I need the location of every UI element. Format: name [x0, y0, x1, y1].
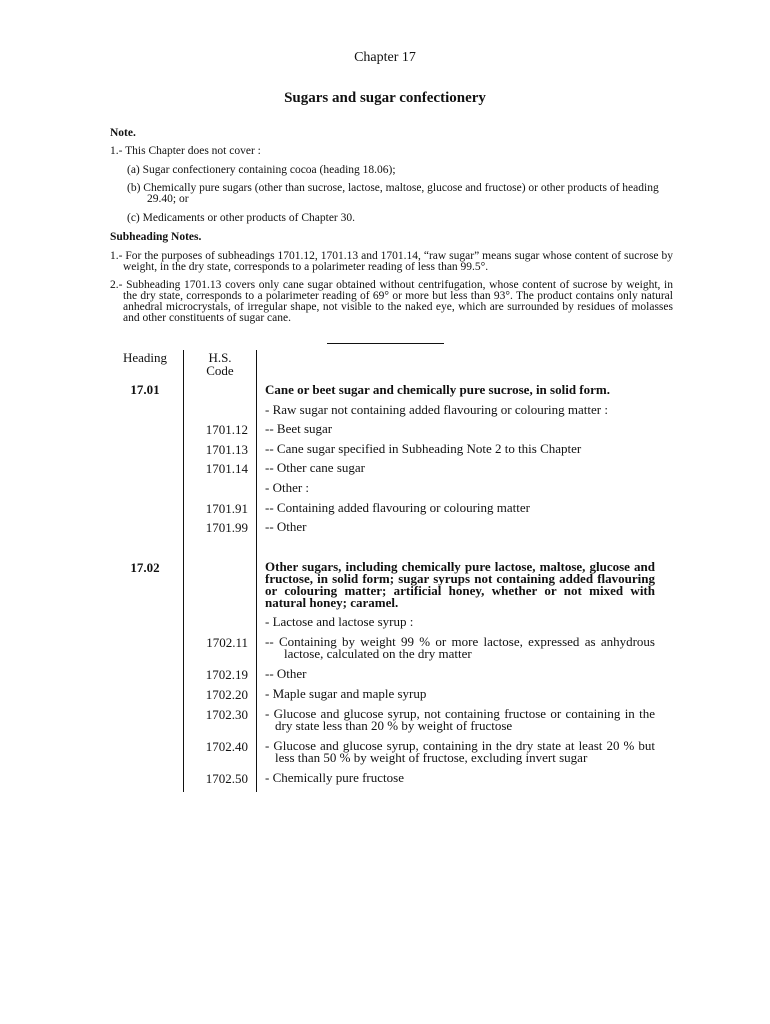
row-description: -- Containing added flavouring or colouring matter [265, 500, 530, 515]
note-1: 1.- This Chapter does not cover : [110, 145, 261, 157]
column-header-heading: Heading [122, 350, 168, 365]
row-description: - Other : [265, 480, 310, 495]
hs-code: 1702.50 [205, 771, 248, 786]
column-header-hs-line2: Code [206, 363, 234, 378]
row-description: -- Other [265, 666, 307, 681]
row-description: - Raw sugar not containing added flavouring or colouring matter : [265, 402, 608, 417]
row-description: -- Cane sugar specified in Subheading Note 2 to this Chapter [265, 441, 582, 456]
column-divider-right [256, 350, 257, 792]
note-item-a: (a) Sugar confectionery containing cocoa (heading 18.06); [127, 164, 396, 176]
subheading-notes-heading: Subheading Notes. [110, 231, 202, 243]
note-item-b: (b) Chemically pure sugars (other than sucrose, lactose, maltose, glucose and fructose) or other products of heading 29.40; or [127, 182, 659, 205]
chapter-label: Chapter 17 [354, 50, 416, 65]
column-header-hs-line1: H.S. [208, 350, 232, 365]
hs-code: 1702.30 [205, 707, 248, 722]
note-item-c: (c) Medicaments or other products of Chapter 30. [127, 212, 356, 224]
heading-description: Cane or beet sugar and chemically pure sucrose, in solid form. [265, 382, 610, 397]
heading-number: 17.02 [130, 560, 160, 575]
hs-code: 1701.91 [205, 501, 248, 516]
row-description: -- Other cane sugar [265, 460, 365, 475]
page-title: Sugars and sugar confectionery [284, 90, 486, 106]
row-description [265, 740, 655, 764]
hs-code: 1701.14 [205, 461, 248, 476]
hs-code: 1702.40 [205, 739, 248, 754]
subheading-note-2: 2.- Subheading 1701.13 covers only cane sugar obtained without centrifugation, whose content of sucrose by weight, in the dry state, corresponds to a polarimeter reading of 69° or more but less than 93°. The product contains only natural anhedral microcrystals, of irregular shape, not visible to the naked eye, which are surrounded by residues of molasses and other constituents of sugar cane. [110, 279, 673, 324]
section-divider [327, 343, 444, 344]
hs-code: 1702.19 [205, 667, 248, 682]
row-description: -- Other [265, 519, 307, 534]
row-description: - Chemically pure fructose [265, 770, 404, 785]
row-description-text: -- Containing by weight 99 % or more lactose, expressed as anhydrous lactose, calculated on the dry matter [265, 634, 655, 661]
hs-code: 1701.13 [205, 442, 248, 457]
row-description: -- Beet sugar [265, 421, 333, 436]
note-heading: Note. [110, 127, 136, 139]
row-description-text: - Glucose and glucose syrup, not containing fructose or containing in the dry state less than 20 % by weight of fructose [265, 706, 655, 733]
row-description-text: - Glucose and glucose syrup, containing in the dry state at least 20 % but less than 50 % by weight of fructose, excluding invert sugar [265, 738, 655, 765]
subheading-note-1: 1.- For the purposes of subheadings 1701.12, 1701.13 and 1701.14, “raw sugar” means sugar whose content of sucrose by weight, in the dry state, corresponds to a polarimeter reading of less than 99.5°. [110, 250, 673, 273]
row-description: - Lactose and lactose syrup : [265, 614, 414, 629]
heading-description: Other sugars, including chemically pure lactose, maltose, glucose and fructose, in solid form; sugar syrups not containing added flavouring or colouring matter; artificial honey, whether or not mixed with natural honey; caramel. [265, 559, 655, 610]
column-divider-left [183, 350, 184, 792]
row-description [265, 708, 655, 732]
row-description: - Maple sugar and maple syrup [265, 686, 427, 701]
row-description [265, 636, 655, 660]
hs-code: 1702.11 [206, 635, 248, 650]
hs-code: 1701.12 [205, 422, 248, 437]
hs-code: 1701.99 [205, 520, 248, 535]
heading-number: 17.01 [130, 382, 160, 397]
hs-code: 1702.20 [205, 687, 248, 702]
